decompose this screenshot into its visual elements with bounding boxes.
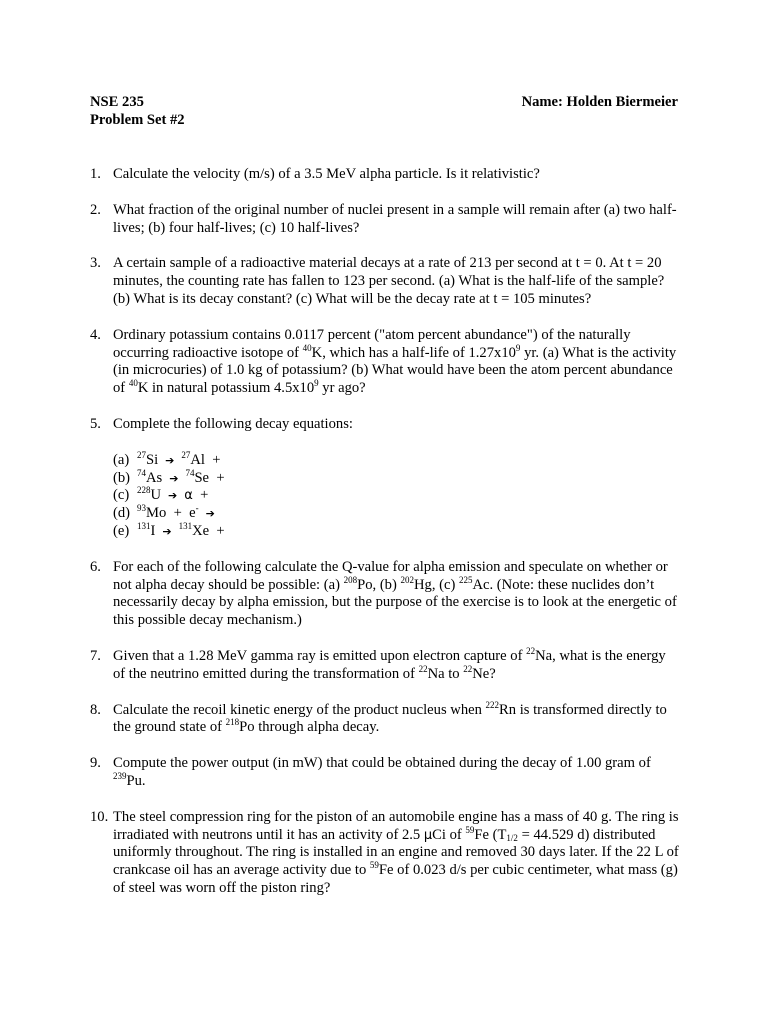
equation-expression — [137, 449, 221, 470]
mass-number: 131 — [178, 520, 193, 531]
element-symbol: Mo — [146, 505, 167, 522]
text-run: Na, what is the energy of the neutrino emitted during the transformation of — [113, 647, 666, 682]
exponent: 9 — [515, 342, 521, 353]
problem-text: Calculate the velocity (m/s) of a 3.5 MeV alpha particle. Is it relativistic? — [113, 166, 540, 182]
arrow-icon: ➔ — [168, 489, 178, 503]
text-run: = 44.529 d) distributed uniformly throughout. The ring is installed in an engine and removed 30 days later. If the 22 L of crankcase oil has an average activity due to — [113, 826, 679, 879]
problem-text — [113, 699, 680, 738]
problem-text: A certain sample of a radioactive material decays at a rate of 213 per second at t = 0. At t = 20 minutes, the counting rate has fallen to 123 per second. (a) What is the half-life of the sample? (b) What is its decay constant? (c) What will be the decay rate at t = 105 minutes? — [113, 255, 665, 307]
text-run: K in natural potassium 4.5x10 — [137, 380, 315, 397]
mass-number: 228 — [137, 485, 151, 496]
problem-text — [113, 559, 680, 630]
problem-number: 8. — [90, 701, 101, 718]
exponent: 9 — [314, 378, 319, 389]
student-name: Name: Holden Biermeier — [521, 94, 678, 110]
arrow-icon: ➔ — [162, 524, 172, 538]
mass-number: 27 — [137, 449, 146, 460]
problem-text — [113, 645, 680, 684]
text-run: Fe of 0.023 d/s per cubic centimeter, what mass (g) of steel was worn off the piston ring? — [113, 862, 678, 896]
problem-number: 10. — [90, 808, 109, 825]
electron-charge: - — [195, 503, 199, 514]
text-run: Compute the power output (in mW) that could be obtained during the decay of 1.00 gram of — [113, 755, 651, 772]
problem-7 — [90, 645, 680, 684]
mass-number: 22 — [463, 663, 473, 674]
element-symbol: Xe — [192, 522, 210, 539]
problem-number: 4. — [90, 326, 101, 343]
text-run: Ne? — [472, 665, 496, 682]
micro-symbol: μ — [423, 827, 433, 843]
arrow-icon: ➔ — [205, 507, 215, 521]
problem-number: 6. — [90, 558, 101, 575]
problem-text — [113, 809, 680, 898]
problem-body — [113, 416, 680, 541]
header-row — [90, 94, 678, 112]
mass-number: 59 — [465, 824, 475, 835]
equation-label: (a) — [113, 451, 130, 468]
decay-equations — [113, 449, 680, 541]
equation-label: (c) — [113, 487, 130, 504]
problem-number: 7. — [90, 647, 101, 664]
mass-number: 74 — [137, 467, 146, 478]
text-run: Ci of — [432, 826, 466, 843]
arrow-icon: ➔ — [165, 453, 175, 467]
element-symbol: As — [146, 469, 163, 486]
equation-tail: + — [204, 451, 221, 468]
text-run: Na to — [427, 665, 464, 682]
element-symbol: Al — [190, 451, 205, 468]
text-run: The steel compression ring for the piston of an automobile engine has a mass of 40 g. The ring is irradiated with neutrons until it has an activity of 2.5 — [113, 808, 679, 843]
text-run: Rn is transformed directly to the ground state of — [113, 701, 667, 736]
problem-1 — [90, 166, 680, 184]
equation-d — [113, 505, 680, 523]
text-run: Given that a 1.28 MeV gamma ray is emitted upon electron capture of — [113, 647, 527, 664]
equation-tail: + — [192, 487, 209, 504]
problem-5 — [90, 416, 680, 541]
mass-number: 239 — [113, 770, 127, 781]
element-symbol: U — [150, 487, 162, 504]
document-header — [90, 94, 678, 130]
problem-10 — [90, 809, 680, 898]
problem-text — [113, 327, 680, 398]
equation-tail: + — [209, 469, 225, 486]
problem-number: 2. — [90, 201, 101, 218]
problem-list — [90, 166, 680, 916]
half-life-subscript: 1/2 — [506, 832, 518, 843]
mass-number: 27 — [181, 449, 191, 460]
text-run: Calculate the recoil kinetic energy of the product nucleus when — [113, 701, 486, 718]
text-run: Po through alpha decay. — [239, 719, 380, 736]
text-run: Fe (T — [474, 826, 507, 843]
element-symbol: Se — [194, 469, 210, 486]
problem-text: Complete the following decay equations: — [113, 415, 353, 432]
text-run: K, which has a half-life of 1.27x10 — [311, 344, 516, 361]
equation-label: (b) — [113, 469, 131, 486]
problem-number: 9. — [90, 755, 101, 772]
mass-number: 74 — [185, 467, 195, 478]
text-run: Pu. — [126, 772, 146, 789]
mass-number: 131 — [137, 520, 151, 531]
electron-term: + e — [166, 505, 196, 522]
problem-8 — [90, 699, 680, 738]
equation-label: (d) — [113, 505, 131, 522]
problem-number: 1. — [90, 166, 101, 182]
problem-set-title: Problem Set #2 — [90, 111, 185, 128]
text-run: Ordinary potassium contains 0.0117 percent ("atom percent abundance") of the naturally occurring radioactive isotope of — [113, 326, 631, 361]
mass-number: 222 — [485, 699, 500, 710]
problem-3 — [90, 255, 680, 308]
text-run: Po, (b) — [357, 576, 401, 593]
problem-2 — [90, 202, 680, 238]
problem-number: 3. — [90, 255, 101, 272]
problem-number: 5. — [90, 415, 101, 432]
equation-label: (e) — [113, 522, 130, 539]
equation-b — [113, 467, 680, 488]
equation-a — [113, 449, 680, 470]
equation-e — [113, 520, 680, 541]
text-run: yr ago? — [318, 380, 366, 397]
problem-6 — [90, 559, 680, 630]
mass-number: 22 — [418, 663, 428, 674]
arrow-icon: ➔ — [169, 471, 179, 485]
course-code: NSE 235 — [90, 94, 144, 110]
alpha-symbol: α — [184, 488, 193, 504]
mass-number: 22 — [526, 645, 536, 656]
mass-number: 225 — [458, 574, 473, 585]
text-run: Hg, (c) — [414, 576, 459, 593]
mass-number: 93 — [137, 503, 146, 514]
text-run: yr. (a) What is the activity (in microcuries) of 1.0 kg of potassium? (b) What would have been the atom percent abundance of — [113, 344, 677, 397]
mass-number: 208 — [343, 574, 358, 585]
mass-number: 40 — [302, 342, 312, 353]
text-run: Ac. (Note: these nuclides don’t necessarily decay by alpha emission, but the purpose of the exercise is to look at the energetic of this possible decay mechanism.) — [113, 576, 677, 629]
element-symbol: Si — [146, 451, 159, 468]
mass-number: 218 — [225, 717, 240, 728]
element-symbol: I — [150, 522, 156, 539]
mass-number: 59 — [369, 860, 379, 871]
text-run: For each of the following calculate the Q-value for alpha emission and speculate on whether or not alpha decay should be possible: (a) — [113, 558, 668, 593]
mass-number: 202 — [400, 574, 414, 585]
problem-text: What fraction of the original number of nuclei present in a sample will remain after (a) two half-lives; (b) four half-lives; (c) 10 half-lives? — [113, 201, 677, 236]
problem-4 — [90, 327, 680, 398]
equation-expression — [137, 520, 225, 541]
problem-9 — [90, 755, 680, 791]
problem-text — [113, 755, 680, 791]
equation-tail: + — [209, 522, 225, 539]
mass-number: 40 — [128, 378, 138, 389]
